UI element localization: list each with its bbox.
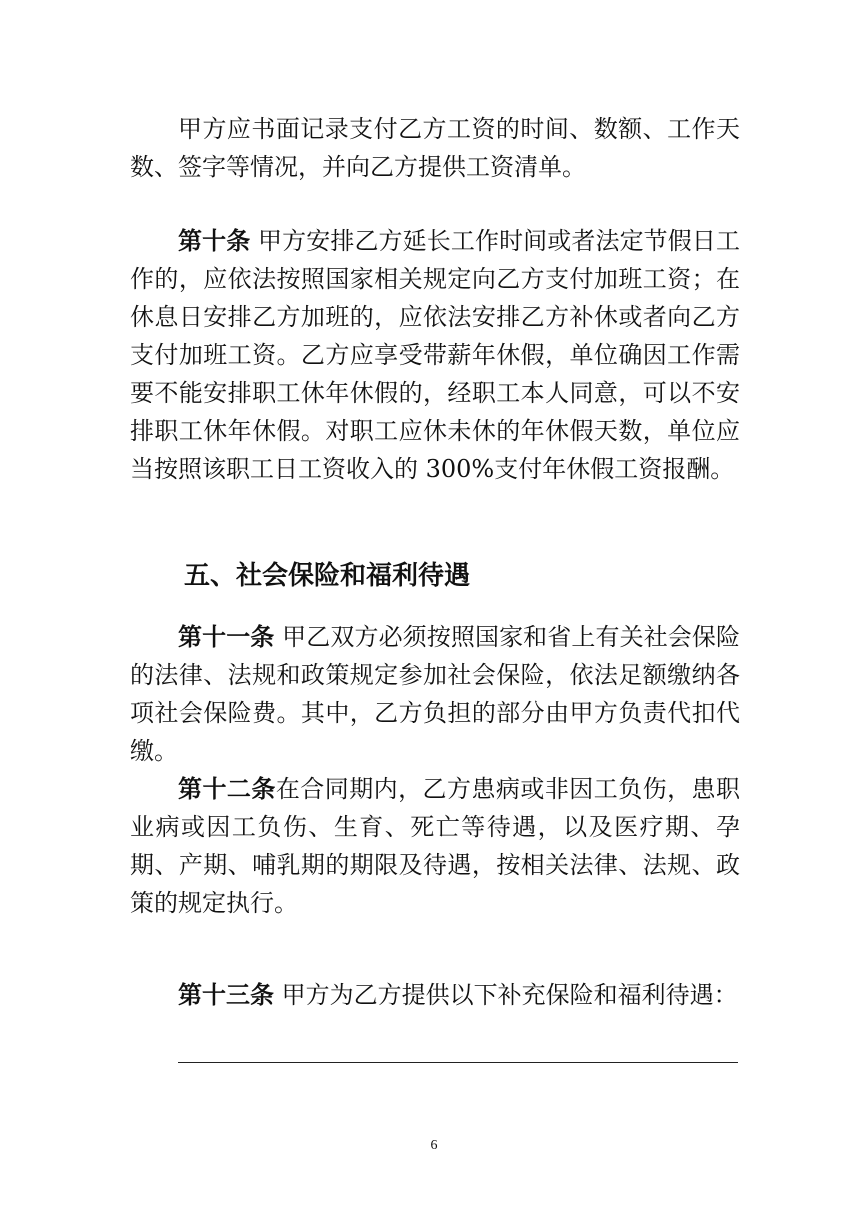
article-13 <box>130 976 740 1014</box>
article-text: 甲方为乙方提供以下补充保险和福利待遇： <box>274 981 738 1009</box>
article-text: 甲方安排乙方延长工作时间或者法定节假日工作的，应依法按照国家相关规定向乙方支付加班工资；在休息日安排乙方加班的，应依法安排乙方补休或者向乙方支付加班工资。乙方应享受带薪年休假，单位确因工作需要不能安排职工休年休假的，经职工本人同意，可以不安排职工休年休假。对职工应休未休的年休假天数，单位应当按照该职工日工资收入的 300%支付年休假工资报酬。 <box>130 227 740 483</box>
article-text: 在合同期内，乙方患病或非因工负伤，患职业病或因工负伤、生育、死亡等待遇，以及医疗期、孕期、产期、哺乳期的期限及待遇，按相关法律、法规、政策的规定执行。 <box>130 775 741 917</box>
article-label: 第十条 <box>178 226 251 255</box>
article-label: 第十一条 <box>178 622 275 651</box>
fill-in-blank-line <box>178 1062 738 1063</box>
paragraph-text: 甲方应书面记录支付乙方工资的时间、数额、工作天数、签字等情况，并向乙方提供工资清单。 <box>130 115 740 181</box>
article-text: 甲乙双方必须按照国家和省上有关社会保险的法律、法规和政策规定参加社会保险，依法足额缴纳各项社会保险费。其中，乙方负担的部分由甲方负责代扣代缴。 <box>130 623 740 765</box>
article-label: 第十三条 <box>178 980 274 1009</box>
section-heading: 五、社会保险和福利待遇 <box>184 561 471 591</box>
page-number: 6 <box>430 1138 438 1153</box>
article-label: 第十二条 <box>178 774 276 803</box>
article-10 <box>130 222 740 488</box>
article-12 <box>130 770 740 922</box>
paragraph-wage-record <box>130 110 740 186</box>
article-11 <box>130 618 740 770</box>
